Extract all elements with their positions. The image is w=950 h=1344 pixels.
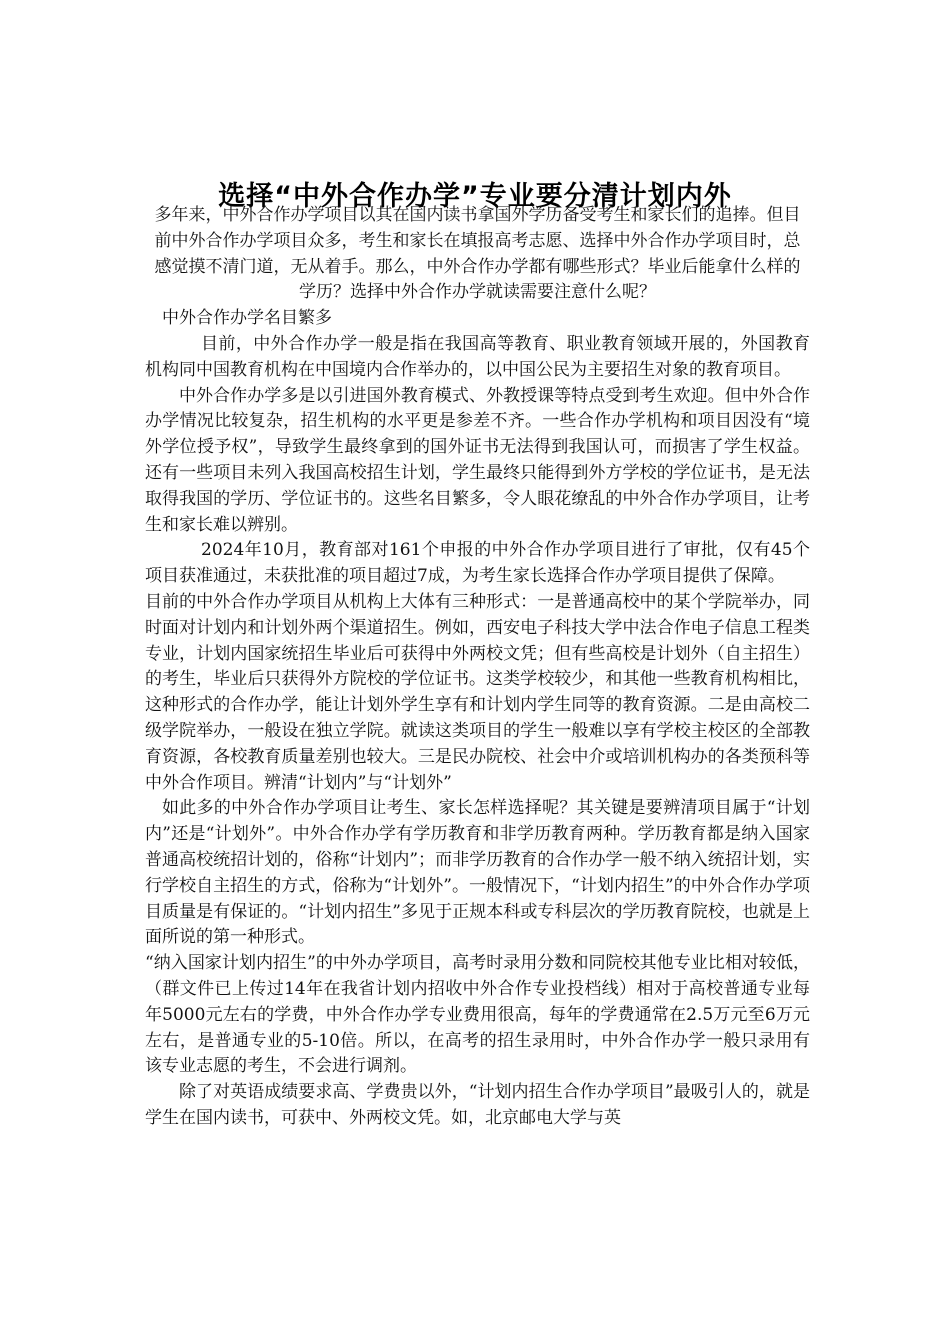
paragraph: 中外合作办学多是以引进国外教育模式、外教授课等特点受到考生欢迎。但中外合作办学情况比较复杂，招生机构的水平更是参差不齐。一些合作办学机构和项目因没有“境外学位授予权”，导致学生最终拿到的国外证书无法得到我国认可，而损害了学生权益。还有一些项目未列入我国高校招生计划，学生最终只能得到外方学校的学位证书，是无法取得我国的学历、学位证书的。这些名目繁多，令人眼花缭乱的中外合作办学项目，让考生和家长难以辨别。: [145, 385, 810, 535]
paragraph: 目前，中外合作办学一般是指在我国高等教育、职业教育领域开展的，外国教育机构同中国教育机构在中国境内合作举办的，以中国公民为主要招生对象的教育项目。: [145, 333, 810, 380]
paragraph: 2024年10月，教育部对161个申报的中外合作办学项目进行了审批，仅有45个项目获准通过，未获批准的项目超过7成，为考生家长选择合作办学项目提供了保障。: [145, 540, 810, 587]
section-heading: 中外合作办学名目繁多: [162, 308, 332, 329]
paragraph: 除了对英语成绩要求高、学费贵以外，“计划内招生合作办学项目”最吸引人的，就是学生在国内读书，可获中、外两校文凭。如，北京邮电大学与英: [145, 1082, 810, 1128]
intro-paragraph: 多年来，中外合作办学项目以其在国内读书拿国外学历备受考生和家长们的追捧。但目前中外合作办学项目众多，考生和家长在填报高考志愿、选择中外合作办学项目时，总感觉摸不清门道，无从着手。那么，中外合作办学都有哪些形式？毕业后能拿什么样的学历？选择中外合作办学就读需要注意什么呢？: [154, 205, 801, 303]
paragraph: 目前的中外合作办学项目从机构上大体有三种形式：一是普通高校中的某个学院举办，同时面对计划内和计划外两个渠道招生。例如，西安电子科技大学中法合作电子信息工程类专业，计划内国家统招生毕业后可获得中外两校文凭；但有些高校是计划外（自主招生）的考生，毕业后只获得外方院校的学位证书。这类学校较少，和其他一些教育机构相比，这种形式的合作办学，能让计划外学生享有和计划内学生同等的教育资源。二是由高校二级学院举办，一般设在独立学院。就读这类项目的学生一般难以享有学校主校区的全部教育资源，各校教育质量差别也较大。三是民办院校、社会中介或培训机构办的各类预科等中外合作项目。辨清“计划内”与“计划外”: [145, 591, 810, 793]
paragraph: 如此多的中外合作办学项目让考生、家长怎样选择呢？其关键是要辨清项目属于“计划内”还是“计划外”。中外合作办学有学历教育和非学历教育两种。学历教育都是纳入国家普通高校统招计划的，俗称“计划内”；而非学历教育的合作办学一般不纳入统招计划，实行学校自主招生的方式，俗称为“计划外”。一般情况下，“计划内招生”的中外合作办学项目质量是有保证的。“计划内招生”多见于正规本科或专科层次的学历教育院校，也就是上面所说的第一种形式。: [145, 798, 810, 948]
document-title: 选择“中外合作办学”专业要分清计划内外: [218, 181, 732, 213]
document-body: [145, 203, 810, 1132]
paragraph: “纳入国家计划内招生”的中外办学项目，高考时录用分数和同院校其他专业比相对较低，（群文件已上传过14年在我省计划内招收中外合作专业投档线）相对于高校普通专业每年5000元左右的学费，中外合作办学专业费用很高，每年的学费通常在2.5万元至6万元左右，是普通专业的5-10倍。所以，在高考的招生录用时，中外合作办学一般只录用有该专业志愿的考生，不会进行调剂。: [145, 953, 810, 1077]
